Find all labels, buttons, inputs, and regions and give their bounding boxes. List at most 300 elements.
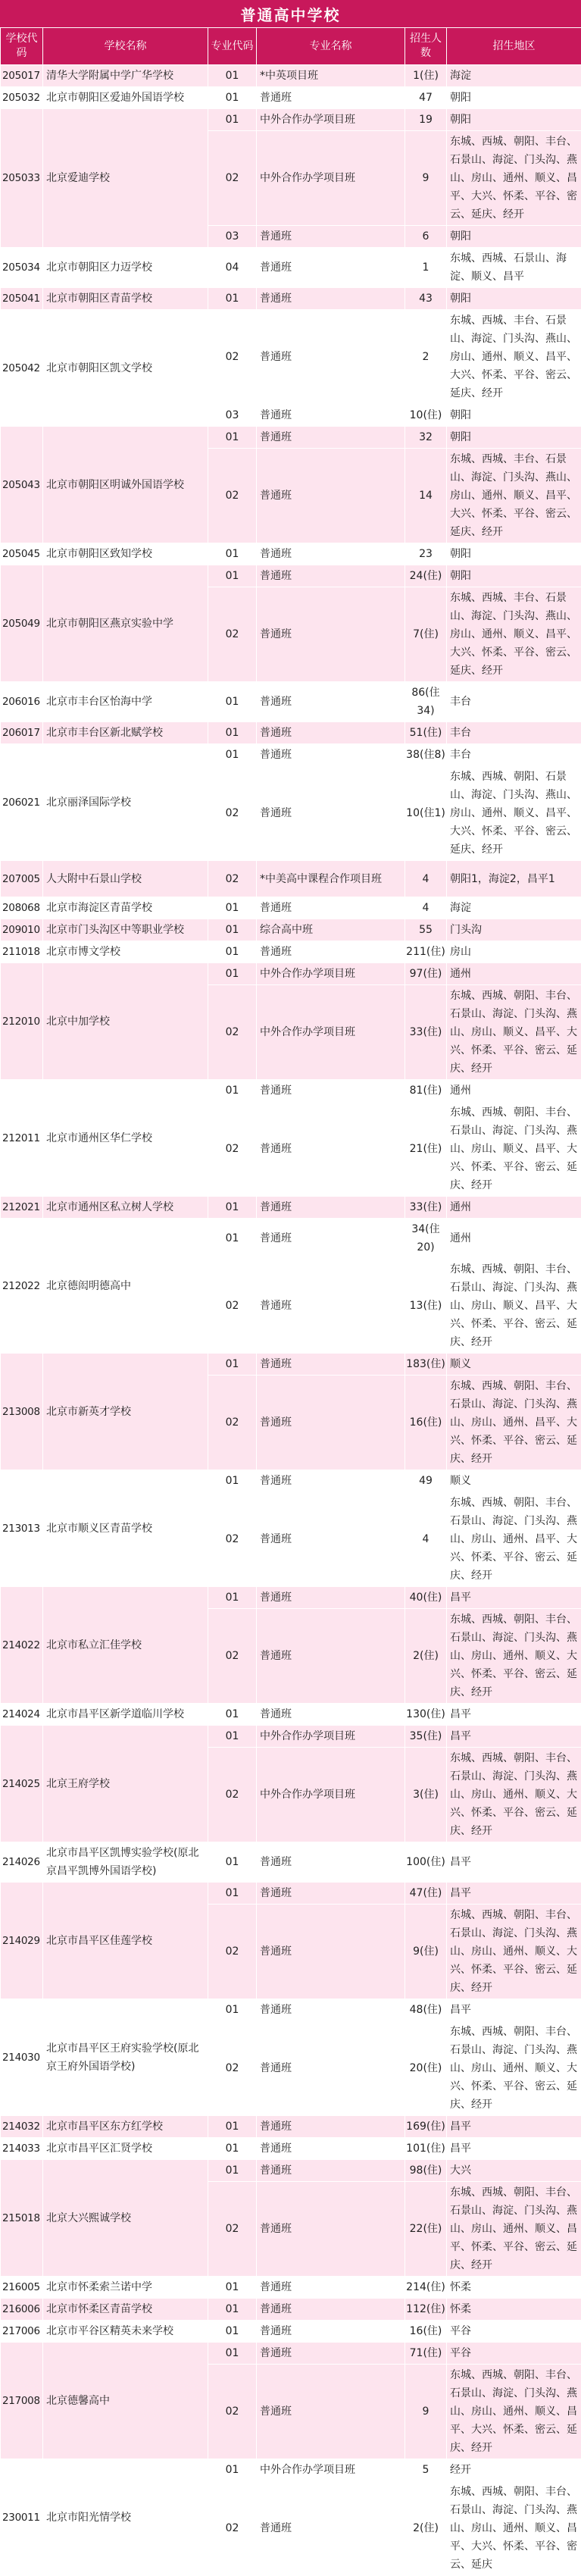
cell-area: 东城、西城、朝阳、丰台、石景山、海淀、门头沟、燕山、房山、通州、顺义、昌平、大兴、怀柔、平谷、密云、延庆、经开 (447, 131, 581, 226)
table-row (1, 1080, 581, 1102)
cell-school-code: 216006 (1, 2299, 43, 2321)
cell-enroll-count: 48(住) (405, 1999, 447, 2021)
cell-major-name: 综合高中班 (257, 919, 405, 941)
cell-major-name: 普通班 (257, 2365, 405, 2459)
cell-school-code: 205034 (1, 248, 43, 288)
cell-major-code: 04 (208, 248, 257, 288)
cell-school-name: 北京市丰台区怡海中学 (43, 682, 208, 722)
cell-enroll-count: 6 (405, 226, 447, 248)
cell-major-name: 普通班 (257, 226, 405, 248)
cell-school-name: 北京德闳明德高中 (43, 1219, 208, 1354)
table-row (1, 1197, 581, 1219)
cell-major-name: 普通班 (257, 543, 405, 565)
cell-major-code: 01 (208, 2277, 257, 2299)
cell-enroll-count: 20(住) (405, 2021, 447, 2116)
cell-major-name: 普通班 (257, 405, 405, 427)
cell-major-name: 普通班 (257, 722, 405, 744)
cell-enroll-count: 16(住) (405, 2321, 447, 2343)
cell-major-name: 普通班 (257, 1102, 405, 1197)
cell-major-code: 01 (208, 1726, 257, 1748)
cell-school-name: 北京市昌平区新学道临川学校 (43, 1704, 208, 1726)
cell-school-code: 205032 (1, 87, 43, 109)
cell-school-name: 北京市朝阳区凯文学校 (43, 310, 208, 427)
cell-major-code: 02 (208, 2182, 257, 2277)
cell-area: 通州 (447, 1219, 581, 1259)
cell-major-code: 02 (208, 2481, 257, 2576)
cell-school-code: 207005 (1, 861, 43, 897)
cell-major-name: 普通班 (257, 310, 405, 405)
cell-area: 丰台 (447, 722, 581, 744)
header-school-name: 学校名称 (43, 28, 208, 65)
cell-major-code: 02 (208, 1259, 257, 1354)
cell-area: 顺义 (447, 1354, 581, 1376)
cell-school-name: 北京市昌平区王府实验学校(原北京王府外国语学校) (43, 1999, 208, 2116)
table-row (1, 2160, 581, 2182)
cell-school-code: 206017 (1, 722, 43, 744)
table-row (1, 543, 581, 565)
cell-area: 朝阳 (447, 288, 581, 310)
table-row (1, 2459, 581, 2481)
cell-major-name: 普通班 (257, 2182, 405, 2277)
cell-enroll-count: 40(住) (405, 1587, 447, 1609)
cell-major-name: 中外合作办学项目班 (257, 985, 405, 1080)
cell-area: 昌平 (447, 2138, 581, 2160)
cell-area: 昌平 (447, 1587, 581, 1609)
cell-area: 通州 (447, 963, 581, 985)
cell-enroll-count: 16(住) (405, 1376, 447, 1470)
cell-school-name: 北京市朝阳区致知学校 (43, 543, 208, 565)
cell-school-name: 北京王府学校 (43, 1726, 208, 1842)
cell-major-code: 02 (208, 449, 257, 543)
cell-school-name: 北京大兴熙诚学校 (43, 2160, 208, 2277)
cell-area: 顺义 (447, 1470, 581, 1492)
cell-school-code: 212010 (1, 963, 43, 1080)
cell-major-code: 02 (208, 310, 257, 405)
table-row (1, 919, 581, 941)
cell-area: 东城、西城、石景山、海淀、顺义、昌平 (447, 248, 581, 288)
cell-area: 东城、西城、朝阳、丰台、石景山、海淀、门头沟、燕山、房山、通州、顺义、昌平、怀柔、平谷、密云、延庆、经开 (447, 2182, 581, 2277)
cell-area: 朝阳1，海淀2，昌平1 (447, 861, 581, 897)
cell-area: 东城、西城、丰台、石景山、海淀、门头沟、燕山、房山、通州、顺义、昌平、大兴、怀柔、平谷、密云、延庆、经开 (447, 587, 581, 682)
cell-enroll-count: 2(住) (405, 2481, 447, 2576)
cell-major-name: 中外合作办学项目班 (257, 1726, 405, 1748)
cell-enroll-count: 2 (405, 310, 447, 405)
cell-area: 东城、西城、朝阳、丰台、石景山、海淀、门头沟、燕山、房山、通州、顺义、大兴、怀柔、平谷、密云、延庆、经开 (447, 1905, 581, 1999)
cell-enroll-count: 33(住) (405, 1197, 447, 1219)
cell-school-code: 230011 (1, 2459, 43, 2576)
cell-school-name: 北京市昌平区佳莲学校 (43, 1883, 208, 1999)
cell-major-code: 02 (208, 985, 257, 1080)
cell-school-name: 北京市通州区华仁学校 (43, 1080, 208, 1197)
cell-area: 朝阳 (447, 226, 581, 248)
cell-school-code: 214025 (1, 1726, 43, 1842)
cell-area: 东城、西城、朝阳、丰台、石景山、海淀、门头沟、燕山、房山、顺义、昌平、大兴、怀柔、平谷、密云、延庆、经开 (447, 1102, 581, 1197)
cell-major-name: 普通班 (257, 1080, 405, 1102)
cell-school-name: 清华大学附属中学广华学校 (43, 65, 208, 87)
cell-school-code: 214029 (1, 1883, 43, 1999)
cell-major-code: 01 (208, 1704, 257, 1726)
cell-area: 丰台 (447, 744, 581, 766)
table-row (1, 310, 581, 405)
cell-major-code: 02 (208, 1748, 257, 1842)
cell-area: 东城、西城、丰台、石景山、海淀、门头沟、燕山、房山、通州、顺义、昌平、大兴、怀柔、平谷、密云、延庆、经开 (447, 310, 581, 405)
cell-school-name: 北京市朝阳区力迈学校 (43, 248, 208, 288)
cell-school-name: 人大附中石景山学校 (43, 861, 208, 897)
cell-school-code: 217006 (1, 2321, 43, 2343)
table-row (1, 861, 581, 897)
cell-school-name: 北京市阳光情学校 (43, 2459, 208, 2576)
cell-major-name: 普通班 (257, 2343, 405, 2365)
cell-enroll-count: 71(住) (405, 2343, 447, 2365)
table-row (1, 941, 581, 963)
cell-school-code: 205041 (1, 288, 43, 310)
cell-major-code: 01 (208, 2343, 257, 2365)
cell-enroll-count: 9 (405, 131, 447, 226)
cell-school-name: 北京市门头沟区中等职业学校 (43, 919, 208, 941)
cell-area: 东城、西城、朝阳、丰台、石景山、海淀、门头沟、燕山、房山、通州、顺义、大兴、怀柔、平谷、密云、延庆、经开 (447, 1748, 581, 1842)
table-row (1, 722, 581, 744)
cell-enroll-count: 55 (405, 919, 447, 941)
cell-area: 东城、西城、朝阳、丰台、石景山、海淀、门头沟、燕山、房山、顺义、昌平、大兴、怀柔、平谷、密云、延庆、经开 (447, 985, 581, 1080)
table-row (1, 1883, 581, 1905)
cell-school-name: 北京市怀柔索兰诺中学 (43, 2277, 208, 2299)
cell-major-code: 02 (208, 766, 257, 861)
cell-enroll-count: 23 (405, 543, 447, 565)
cell-school-code: 213008 (1, 1354, 43, 1470)
table-row (1, 744, 581, 766)
cell-enroll-count: 47(住) (405, 1883, 447, 1905)
cell-enroll-count: 32 (405, 427, 447, 449)
cell-enroll-count: 49 (405, 1470, 447, 1492)
cell-enroll-count: 1 (405, 248, 447, 288)
cell-enroll-count: 19 (405, 109, 447, 131)
cell-major-code: 01 (208, 1470, 257, 1492)
cell-area: 朝阳 (447, 109, 581, 131)
school-table (0, 27, 581, 2576)
cell-school-code: 206021 (1, 744, 43, 861)
cell-major-code: 03 (208, 226, 257, 248)
cell-enroll-count: 1(住) (405, 65, 447, 87)
cell-school-name: 北京市朝阳区明诚外国语学校 (43, 427, 208, 543)
cell-major-name: 普通班 (257, 587, 405, 682)
cell-school-code: 205043 (1, 427, 43, 543)
cell-enroll-count: 47 (405, 87, 447, 109)
cell-school-name: 北京市丰台区新北赋学校 (43, 722, 208, 744)
cell-enroll-count: 183(住) (405, 1354, 447, 1376)
cell-area: 朝阳 (447, 565, 581, 587)
cell-enroll-count: 98(住) (405, 2160, 447, 2182)
cell-school-code: 205042 (1, 310, 43, 427)
cell-enroll-count: 97(住) (405, 963, 447, 985)
cell-major-code: 01 (208, 2138, 257, 2160)
cell-major-name: 普通班 (257, 744, 405, 766)
cell-major-name: 普通班 (257, 288, 405, 310)
cell-major-name: *中英项目班 (257, 65, 405, 87)
table-row (1, 2299, 581, 2321)
cell-area: 平谷 (447, 2321, 581, 2343)
cell-enroll-count: 43 (405, 288, 447, 310)
cell-enroll-count: 86(住34) (405, 682, 447, 722)
cell-school-code: 205049 (1, 565, 43, 682)
cell-major-name: 普通班 (257, 1883, 405, 1905)
table-row (1, 2138, 581, 2160)
cell-enroll-count: 21(住) (405, 1102, 447, 1197)
cell-major-name: 普通班 (257, 682, 405, 722)
header-major-name: 专业名称 (257, 28, 405, 65)
cell-major-code: 01 (208, 1999, 257, 2021)
cell-major-code: 01 (208, 1219, 257, 1259)
cell-area: 海淀 (447, 65, 581, 87)
cell-major-name: 普通班 (257, 87, 405, 109)
cell-school-name: 北京德馨高中 (43, 2343, 208, 2459)
cell-enroll-count: 7(住) (405, 587, 447, 682)
table-row (1, 427, 581, 449)
cell-area: 海淀 (447, 897, 581, 919)
cell-major-code: 01 (208, 427, 257, 449)
header-major-code: 专业代码 (208, 28, 257, 65)
cell-enroll-count: 14 (405, 449, 447, 543)
cell-area: 朝阳 (447, 543, 581, 565)
cell-major-name: 中外合作办学项目班 (257, 2459, 405, 2481)
cell-major-name: 普通班 (257, 1999, 405, 2021)
cell-area: 昌平 (447, 1842, 581, 1883)
cell-major-code: 01 (208, 543, 257, 565)
cell-major-name: 普通班 (257, 1376, 405, 1470)
cell-major-code: 01 (208, 288, 257, 310)
cell-school-code: 205033 (1, 109, 43, 248)
cell-area: 朝阳 (447, 405, 581, 427)
cell-school-name: 北京市私立汇佳学校 (43, 1587, 208, 1704)
table-row (1, 2343, 581, 2365)
cell-major-code: 02 (208, 1376, 257, 1470)
cell-school-name: 北京市海淀区青苗学校 (43, 897, 208, 919)
cell-school-code: 205017 (1, 65, 43, 87)
cell-school-code: 206016 (1, 682, 43, 722)
table-row (1, 2116, 581, 2138)
cell-major-code: 02 (208, 2365, 257, 2459)
cell-school-code: 211018 (1, 941, 43, 963)
cell-enroll-count: 100(住) (405, 1842, 447, 1883)
cell-area: 平谷 (447, 2343, 581, 2365)
cell-major-code: 01 (208, 1197, 257, 1219)
cell-area: 通州 (447, 1080, 581, 1102)
cell-major-name: 普通班 (257, 1587, 405, 1609)
table-row (1, 109, 581, 131)
cell-area: 东城、西城、朝阳、丰台、石景山、海淀、门头沟、燕山、房山、通州、昌平、大兴、怀柔、平谷、密云、延庆、经开 (447, 1376, 581, 1470)
cell-major-code: 01 (208, 65, 257, 87)
cell-major-code: 01 (208, 1080, 257, 1102)
cell-school-name: 北京市朝阳区青苗学校 (43, 288, 208, 310)
cell-area: 怀柔 (447, 2277, 581, 2299)
cell-school-code: 216005 (1, 2277, 43, 2299)
cell-major-name: 普通班 (257, 1259, 405, 1354)
cell-major-name: 普通班 (257, 2321, 405, 2343)
table-row (1, 1726, 581, 1748)
table-row (1, 87, 581, 109)
cell-major-name: 普通班 (257, 2138, 405, 2160)
cell-major-name: 普通班 (257, 1219, 405, 1259)
cell-area: 昌平 (447, 1999, 581, 2021)
cell-enroll-count: 34(住20) (405, 1219, 447, 1259)
cell-major-name: 普通班 (257, 2160, 405, 2182)
cell-area: 房山 (447, 941, 581, 963)
table-row (1, 248, 581, 288)
cell-area: 昌平 (447, 1726, 581, 1748)
cell-major-code: 02 (208, 131, 257, 226)
cell-school-code: 217008 (1, 2343, 43, 2459)
cell-major-name: 普通班 (257, 766, 405, 861)
cell-enroll-count: 9(住) (405, 1905, 447, 1999)
table-row (1, 65, 581, 87)
cell-area: 东城、西城、朝阳、丰台、石景山、海淀、门头沟、燕山、房山、顺义、昌平、大兴、怀柔、平谷、密云、延庆、经开 (447, 1259, 581, 1354)
cell-major-name: 普通班 (257, 941, 405, 963)
cell-enroll-count: 35(住) (405, 1726, 447, 1748)
table-row (1, 2321, 581, 2343)
cell-major-code: 01 (208, 1883, 257, 1905)
header-enroll-count: 招生人数 (405, 28, 447, 65)
cell-enroll-count: 3(住) (405, 1748, 447, 1842)
table-body (1, 65, 581, 2576)
table-header-row (1, 28, 581, 65)
cell-enroll-count: 4 (405, 1492, 447, 1587)
cell-school-name: 北京市平谷区精英未来学校 (43, 2321, 208, 2343)
cell-major-name: 普通班 (257, 897, 405, 919)
cell-area: 昌平 (447, 2116, 581, 2138)
cell-enroll-count: 101(住) (405, 2138, 447, 2160)
cell-school-name: 北京中加学校 (43, 963, 208, 1080)
cell-major-name: 普通班 (257, 1197, 405, 1219)
cell-enroll-count: 9 (405, 2365, 447, 2459)
cell-school-code: 215018 (1, 2160, 43, 2277)
cell-school-name: 北京市昌平区东方红学校 (43, 2116, 208, 2138)
cell-area: 经开 (447, 2459, 581, 2481)
cell-enroll-count: 24(住) (405, 565, 447, 587)
table-row (1, 897, 581, 919)
cell-major-code: 01 (208, 1842, 257, 1883)
cell-area: 东城、西城、丰台、石景山、海淀、门头沟、燕山、房山、通州、顺义、昌平、大兴、怀柔、平谷、密云、延庆、经开 (447, 449, 581, 543)
cell-major-code: 02 (208, 1492, 257, 1587)
cell-major-name: 普通班 (257, 1609, 405, 1704)
cell-school-name: 北京市朝阳区爱迪外国语学校 (43, 87, 208, 109)
cell-school-code: 208068 (1, 897, 43, 919)
header-area: 招生地区 (447, 28, 581, 65)
cell-area: 怀柔 (447, 2299, 581, 2321)
cell-enroll-count: 51(住) (405, 722, 447, 744)
cell-area: 东城、西城、朝阳、丰台、石景山、海淀、门头沟、燕山、房山、通州、顺义、昌平、大兴、怀柔、密云、延庆、经开 (447, 2365, 581, 2459)
cell-major-name: 普通班 (257, 1354, 405, 1376)
cell-area: 昌平 (447, 1704, 581, 1726)
cell-school-name: 北京丽泽国际学校 (43, 744, 208, 861)
cell-school-code: 214026 (1, 1842, 43, 1883)
table-row (1, 682, 581, 722)
cell-enroll-count: 22(住) (405, 2182, 447, 2277)
table-row (1, 565, 581, 587)
cell-enroll-count: 4 (405, 861, 447, 897)
cell-major-code: 01 (208, 2299, 257, 2321)
cell-enroll-count: 4 (405, 897, 447, 919)
page-title: 普通高中学校 (0, 0, 581, 27)
cell-major-name: 普通班 (257, 2116, 405, 2138)
cell-major-name: 中外合作办学项目班 (257, 1748, 405, 1842)
cell-school-name: 北京市昌平区汇贤学校 (43, 2138, 208, 2160)
cell-school-name: 北京市昌平区凯博实验学校(原北京昌平凯博外国语学校) (43, 1842, 208, 1883)
cell-area: 朝阳 (447, 87, 581, 109)
cell-major-name: 中外合作办学项目班 (257, 131, 405, 226)
cell-major-code: 01 (208, 897, 257, 919)
cell-major-code: 03 (208, 405, 257, 427)
cell-school-name: 北京市朝阳区燕京实验中学 (43, 565, 208, 682)
cell-major-name: 普通班 (257, 2299, 405, 2321)
cell-major-code: 01 (208, 963, 257, 985)
header-school-code: 学校代码 (1, 28, 43, 65)
cell-major-code: 01 (208, 744, 257, 766)
table-row (1, 1354, 581, 1376)
cell-major-name: 普通班 (257, 449, 405, 543)
cell-school-name: 北京市新英才学校 (43, 1354, 208, 1470)
cell-school-name: 北京爱迪学校 (43, 109, 208, 248)
cell-major-code: 02 (208, 861, 257, 897)
cell-school-code: 214024 (1, 1704, 43, 1726)
cell-school-code: 214030 (1, 1999, 43, 2116)
cell-enroll-count: 211(住) (405, 941, 447, 963)
cell-major-name: 普通班 (257, 1905, 405, 1999)
cell-major-code: 02 (208, 2021, 257, 2116)
table-row (1, 963, 581, 985)
cell-major-name: 普通班 (257, 2481, 405, 2576)
cell-enroll-count: 214(住) (405, 2277, 447, 2299)
cell-school-code: 214032 (1, 2116, 43, 2138)
cell-major-code: 01 (208, 1587, 257, 1609)
cell-enroll-count: 33(住) (405, 985, 447, 1080)
cell-major-code: 01 (208, 2116, 257, 2138)
cell-enroll-count: 10(住) (405, 405, 447, 427)
cell-area: 东城、西城、朝阳、丰台、石景山、海淀、门头沟、燕山、房山、通州、顺义、大兴、怀柔、平谷、密云、延庆、经开 (447, 1609, 581, 1704)
cell-enroll-count: 5 (405, 2459, 447, 2481)
cell-major-name: 普通班 (257, 1492, 405, 1587)
cell-major-name: 普通班 (257, 248, 405, 288)
cell-school-code: 214033 (1, 2138, 43, 2160)
cell-area: 东城、西城、朝阳、丰台、石景山、海淀、门头沟、燕山、房山、通州、顺义、大兴、怀柔、平谷、密云、延庆、经开 (447, 2021, 581, 2116)
cell-major-code: 02 (208, 1102, 257, 1197)
cell-enroll-count: 10(住1) (405, 766, 447, 861)
cell-major-code: 01 (208, 87, 257, 109)
cell-major-name: 普通班 (257, 427, 405, 449)
cell-major-code: 01 (208, 682, 257, 722)
cell-school-code: 212011 (1, 1080, 43, 1197)
cell-school-name: 北京市博文学校 (43, 941, 208, 963)
cell-area: 大兴 (447, 2160, 581, 2182)
cell-school-name: 北京市怀柔区青苗学校 (43, 2299, 208, 2321)
cell-major-name: 普通班 (257, 565, 405, 587)
cell-major-code: 01 (208, 565, 257, 587)
cell-major-code: 01 (208, 722, 257, 744)
cell-major-code: 01 (208, 1354, 257, 1376)
cell-major-code: 01 (208, 2321, 257, 2343)
cell-major-name: 中外合作办学项目班 (257, 963, 405, 985)
cell-major-name: 普通班 (257, 2021, 405, 2116)
table-row (1, 2277, 581, 2299)
table-row (1, 1704, 581, 1726)
cell-area: 朝阳 (447, 427, 581, 449)
cell-enroll-count: 130(住) (405, 1704, 447, 1726)
cell-area: 通州 (447, 1197, 581, 1219)
table-row (1, 1842, 581, 1883)
cell-enroll-count: 81(住) (405, 1080, 447, 1102)
cell-school-code: 212022 (1, 1219, 43, 1354)
cell-major-name: 中外合作办学项目班 (257, 109, 405, 131)
cell-area: 东城、西城、朝阳、石景山、海淀、门头沟、燕山、房山、通州、顺义、昌平、大兴、怀柔、平谷、密云、延庆、经开 (447, 766, 581, 861)
cell-major-name: *中美高中课程合作项目班 (257, 861, 405, 897)
